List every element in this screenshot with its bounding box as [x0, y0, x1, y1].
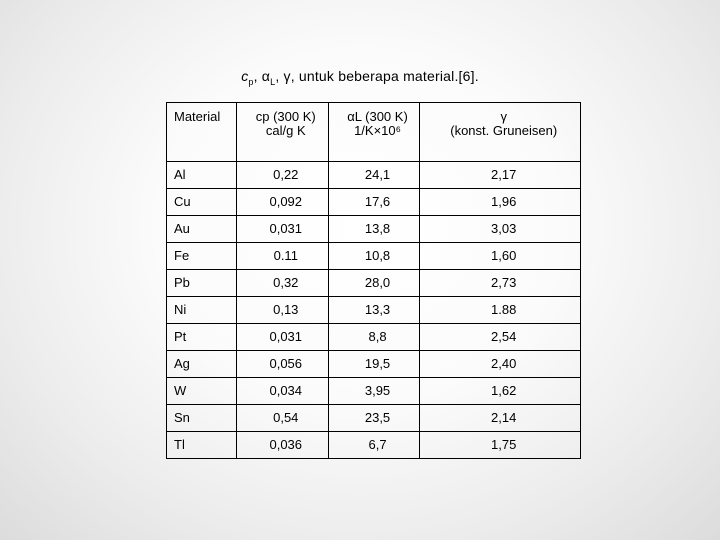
table-row	[167, 378, 581, 405]
cell-alpha: 24,1	[328, 162, 420, 189]
header-material	[167, 103, 237, 162]
alpha-symbol: α	[261, 68, 271, 84]
header-gamma-line2: (konst. Gruneisen)	[450, 123, 558, 138]
cell-material: Tl	[167, 432, 237, 459]
cell-gamma: 1,60	[420, 243, 581, 270]
cell-alpha: 23,5	[328, 405, 420, 432]
cell-material: Pb	[167, 270, 237, 297]
table-row	[167, 270, 581, 297]
cell-material: Ag	[167, 351, 237, 378]
cell-alpha: 13,3	[328, 297, 420, 324]
cell-cp: 0,034	[236, 378, 328, 405]
cell-cp: 0,036	[236, 432, 328, 459]
cell-alpha: 3,95	[328, 378, 420, 405]
cell-material: Au	[167, 216, 237, 243]
cell-gamma: 3,03	[420, 216, 581, 243]
table-row	[167, 405, 581, 432]
cell-alpha: 19,5	[328, 351, 420, 378]
cell-material: W	[167, 378, 237, 405]
cp-symbol: c	[241, 68, 249, 84]
cp-subscript: p	[248, 76, 254, 87]
table-row	[167, 243, 581, 270]
cell-cp: 0,22	[236, 162, 328, 189]
caption-text: , γ, untuk beberapa material.[6].	[275, 68, 479, 84]
cell-cp: 0,056	[236, 351, 328, 378]
header-gamma-line1: γ	[500, 109, 507, 124]
header-material-label: Material	[174, 109, 221, 124]
cell-cp: 0.11	[236, 243, 328, 270]
cell-gamma: 2,40	[420, 351, 581, 378]
table-row	[167, 432, 581, 459]
header-row	[167, 103, 581, 162]
cell-alpha: 10,8	[328, 243, 420, 270]
alpha-subscript: L	[270, 76, 276, 87]
cell-material: Al	[167, 162, 237, 189]
caption-separator: ,	[253, 68, 262, 84]
table-row	[167, 351, 581, 378]
cell-cp: 0,13	[236, 297, 328, 324]
cell-cp: 0,54	[236, 405, 328, 432]
cell-material: Ni	[167, 297, 237, 324]
material-properties-table	[166, 102, 581, 459]
cell-cp: 0,031	[236, 324, 328, 351]
table-caption	[0, 68, 720, 87]
cell-alpha: 28,0	[328, 270, 420, 297]
cell-alpha: 8,8	[328, 324, 420, 351]
cell-gamma: 1,62	[420, 378, 581, 405]
cell-material: Fe	[167, 243, 237, 270]
cell-cp: 0,092	[236, 189, 328, 216]
header-alpha-line1: αL (300 K)	[347, 109, 408, 124]
cell-cp: 0,031	[236, 216, 328, 243]
header-cp	[236, 103, 328, 162]
cell-alpha: 13,8	[328, 216, 420, 243]
cell-gamma: 2,17	[420, 162, 581, 189]
cell-gamma: 2,54	[420, 324, 581, 351]
cell-cp: 0,32	[236, 270, 328, 297]
cell-gamma: 1,96	[420, 189, 581, 216]
header-alpha	[328, 103, 420, 162]
table-row	[167, 324, 581, 351]
table-row	[167, 162, 581, 189]
cell-material: Pt	[167, 324, 237, 351]
cell-alpha: 17,6	[328, 189, 420, 216]
table-row	[167, 297, 581, 324]
table-row	[167, 216, 581, 243]
cell-gamma: 2,14	[420, 405, 581, 432]
cell-material: Sn	[167, 405, 237, 432]
cell-alpha: 6,7	[328, 432, 420, 459]
cell-material: Cu	[167, 189, 237, 216]
table-row	[167, 189, 581, 216]
header-cp-line1: cp (300 K)	[255, 109, 316, 124]
header-alpha-line2: 1/K×10⁶	[354, 123, 401, 138]
header-cp-line2: cal/g K	[265, 123, 306, 138]
header-gamma	[420, 103, 581, 162]
cell-gamma: 2,73	[420, 270, 581, 297]
cell-gamma: 1.88	[420, 297, 581, 324]
cell-gamma: 1,75	[420, 432, 581, 459]
